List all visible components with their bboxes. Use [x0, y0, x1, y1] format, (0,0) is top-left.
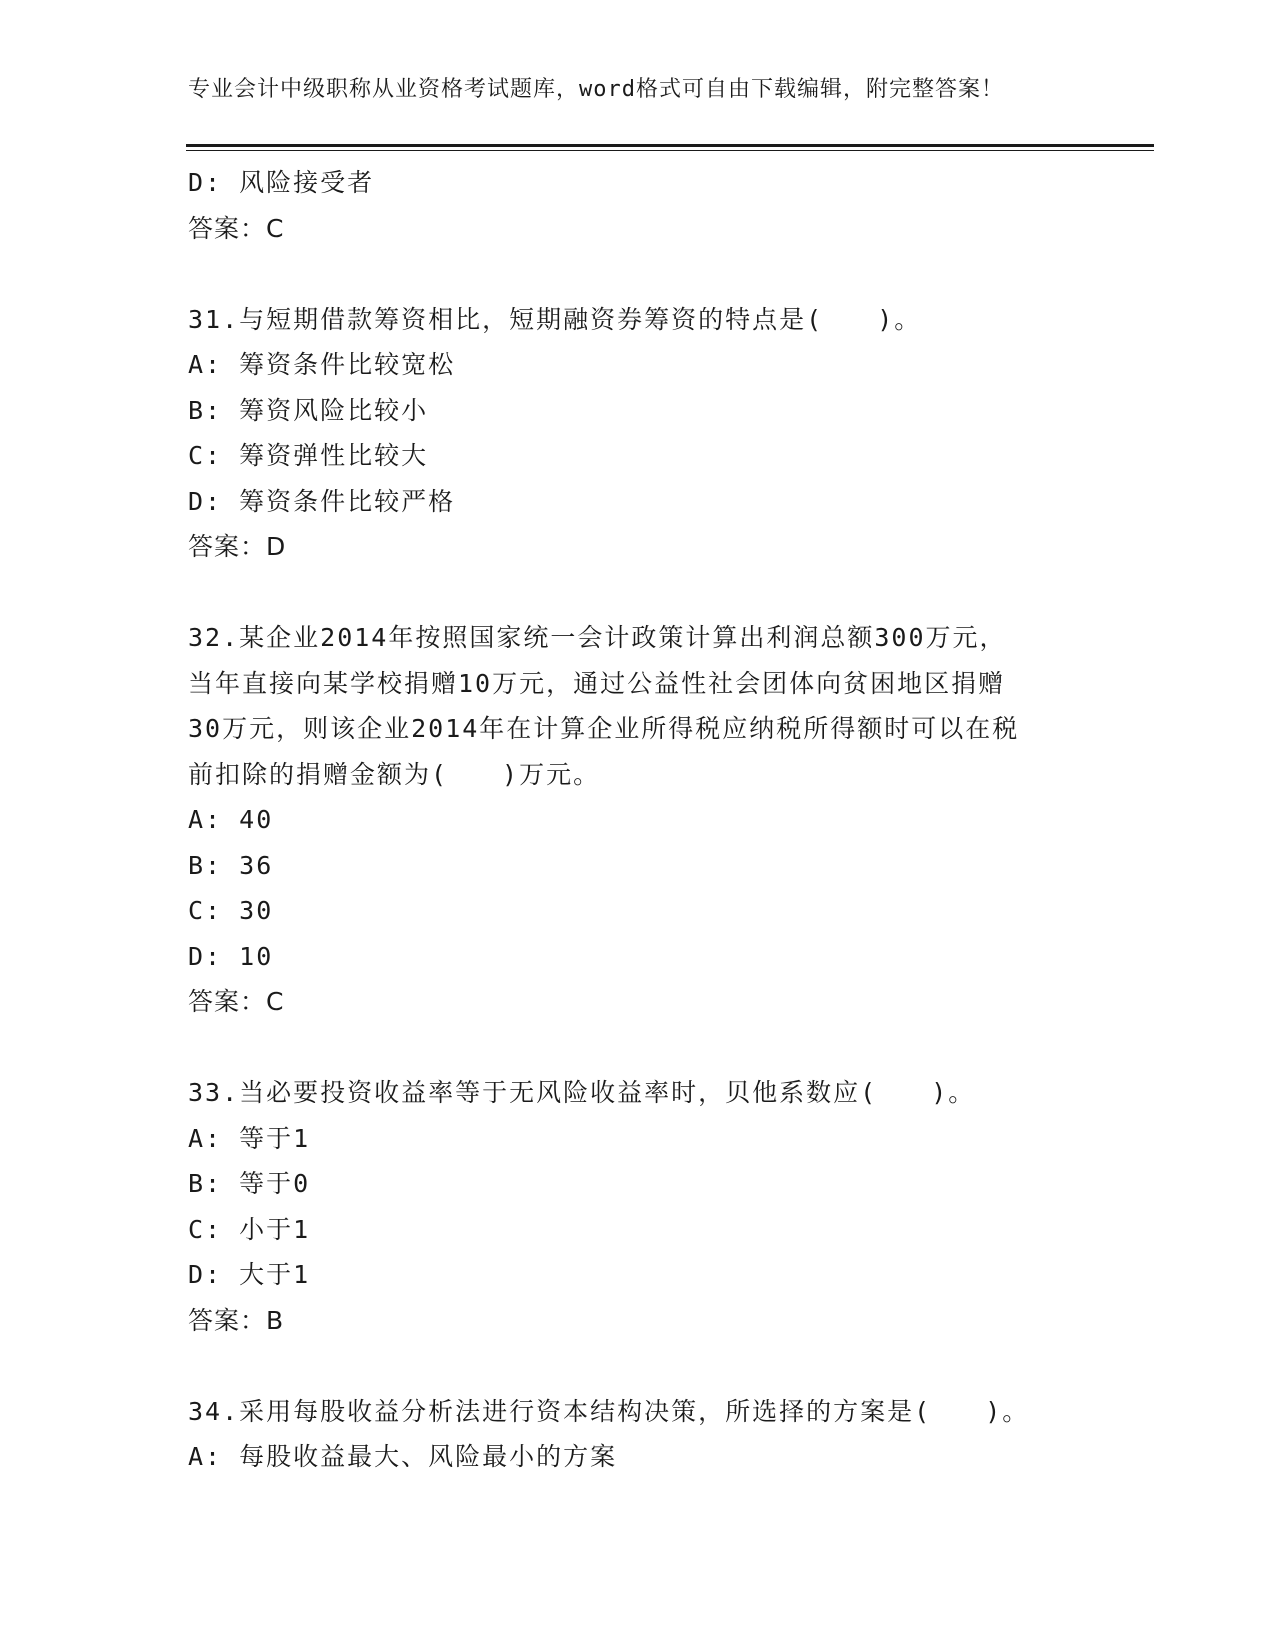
q33-stem: 33.当必要投资收益率等于无风险收益率时，贝他系数应( )。 — [188, 1078, 976, 1107]
q33-option-c: C: 小于1 — [188, 1214, 311, 1244]
q32-stem-line-1: 32.某企业2014年按照国家统一会计政策计算出利润总额300万元， — [188, 623, 1007, 652]
spacer — [188, 1025, 1088, 1071]
q31-option-a: A: 筹资条件比较宽松 — [188, 350, 456, 379]
question-content — [188, 160, 1088, 1480]
spacer — [188, 570, 1088, 616]
q32-stem-line-2: 当年直接向某学校捐赠10万元，通过公益性社会团体向贫困地区捐赠 — [188, 668, 1006, 698]
q32-option-b: B: 36 — [188, 850, 274, 880]
header-rule-thin — [186, 150, 1154, 151]
q33-option-a: A: 等于1 — [188, 1123, 311, 1153]
q32-option-c: C: 30 — [188, 896, 274, 925]
q30-option-d: D: 风险接受者 — [188, 168, 375, 197]
q32-answer: 答案：C — [188, 987, 285, 1016]
q33-answer: 答案：B — [188, 1305, 285, 1335]
page-header: 专业会计中级职称从业资格考试题库，word格式可自由下载编辑，附完整答案！ — [188, 77, 1004, 102]
spacer — [188, 251, 1088, 297]
q32-stem-line-3: 30万元，则该企业2014年在计算企业所得税应纳税所得额时可以在税 — [188, 714, 1020, 743]
q31-option-b: B: 筹资风险比较小 — [188, 395, 429, 425]
q31-option-c: C: 筹资弹性比较大 — [188, 441, 429, 470]
q34-stem: 34.采用每股收益分析法进行资本结构决策，所选择的方案是( )。 — [188, 1396, 1030, 1426]
q33-option-b: B: 等于0 — [188, 1169, 311, 1198]
q32-option-a: A: 40 — [188, 805, 274, 834]
q32-stem-line-4: 前扣除的捐赠金额为( )万元。 — [188, 759, 601, 789]
q34-option-a: A: 每股收益最大、风险最小的方案 — [188, 1442, 618, 1471]
spacer — [188, 1343, 1088, 1389]
q31-option-d: D: 筹资条件比较严格 — [188, 486, 456, 516]
header-rule-thick — [186, 144, 1154, 147]
q32-option-d: D: 10 — [188, 941, 274, 971]
q30-answer: 答案：C — [188, 213, 285, 243]
q31-answer: 答案：D — [188, 532, 287, 561]
q31-stem: 31.与短期借款筹资相比，短期融资券筹资的特点是( )。 — [188, 304, 922, 334]
q33-option-d: D: 大于1 — [188, 1260, 311, 1289]
